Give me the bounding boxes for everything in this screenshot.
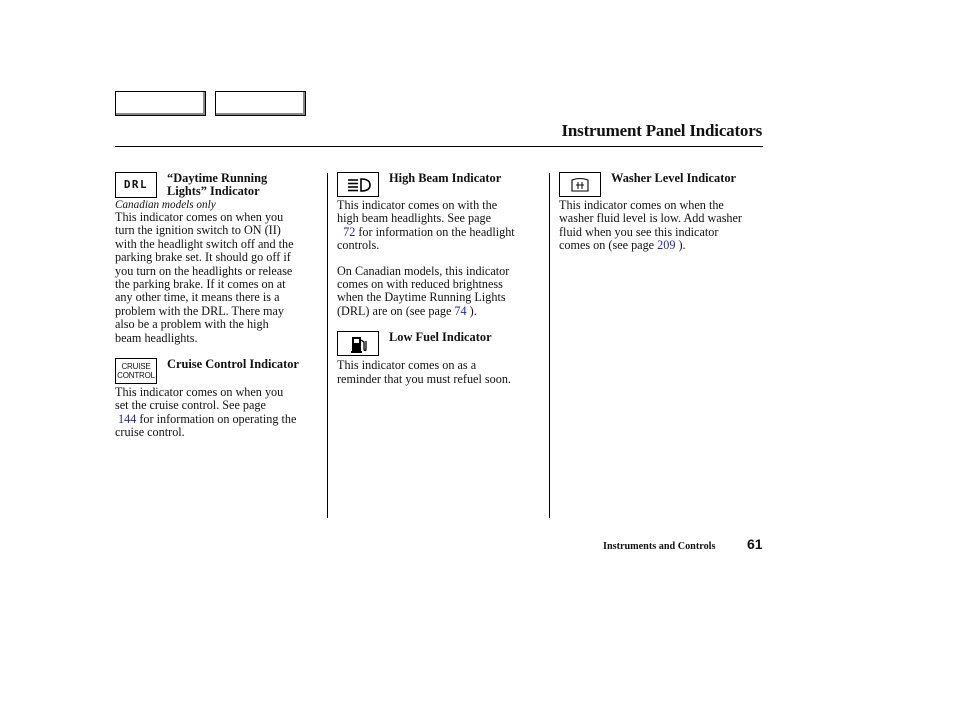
cruise-body [115, 386, 321, 440]
drl-body [115, 211, 321, 345]
footer-section-label: Instruments and Controls [603, 541, 716, 552]
drl-section [115, 172, 321, 345]
body-line [337, 226, 543, 239]
column-left [115, 172, 321, 440]
body-text: for information on operating the [136, 411, 297, 426]
drl-model-note: Canadian models only [115, 199, 216, 211]
body-line: with the headlight switch off and the [115, 236, 294, 251]
body-line: comes on with reduced brightness [337, 277, 503, 292]
high-beam-heading-text: High Beam Indicator [389, 171, 502, 185]
body-line: problem with the DRL. There may [115, 303, 285, 318]
body-line: turn the ignition switch to ON (II) [115, 223, 281, 238]
body-line [337, 305, 543, 318]
washer-body [559, 199, 765, 253]
body-line: set the cruise control. See page [115, 398, 266, 413]
body-line: beam headlights. [115, 330, 198, 345]
high-beam-body [337, 199, 543, 253]
body-line: the parking brake. If it comes on at [115, 277, 286, 292]
cruise-heading [115, 358, 321, 384]
drl-heading-text [167, 172, 267, 198]
washer-section [559, 172, 765, 253]
low-fuel-heading-text: Low Fuel Indicator [389, 330, 492, 345]
body-line: reminder that you must refuel soon. [337, 371, 511, 386]
body-line: On Canadian models, this indicator [337, 263, 510, 278]
body-line: you turn on the headlights or release [115, 263, 293, 278]
washer-heading-text: Washer Level Indicator [611, 171, 737, 185]
low-fuel-body [337, 359, 543, 386]
cruise-section [115, 358, 321, 440]
body-line [115, 413, 321, 426]
fuel-pump-icon [337, 331, 379, 356]
body-line: high beam headlights. See page [337, 211, 491, 226]
column-divider [327, 173, 328, 518]
body-line: also be a problem with the high [115, 317, 269, 332]
body-line: any other time, it means there is a [115, 290, 280, 305]
body-text: ). [466, 303, 477, 318]
body-line: when the Daytime Running Lights [337, 290, 506, 305]
body-text: comes on (see page [559, 238, 658, 253]
high-beam-heading [337, 172, 543, 197]
body-text: for information on the headlight [355, 224, 515, 239]
page-link-209[interactable]: 209 [657, 238, 676, 253]
nav-next-button[interactable] [215, 91, 306, 116]
body-line: parking brake set. It should go off if [115, 250, 291, 265]
column-divider [549, 173, 550, 518]
drl-heading-line: “Daytime Running [167, 171, 268, 185]
cruise-heading-text: Cruise Control Indicator [167, 357, 299, 372]
washer-heading [559, 172, 765, 197]
drl-heading [115, 172, 321, 198]
column-right [559, 172, 765, 253]
drl-icon-text: DRL [123, 178, 149, 192]
high-beam-icon [337, 172, 379, 197]
body-line: This indicator comes on when the [559, 198, 724, 212]
low-fuel-section [337, 331, 543, 386]
page-link-74[interactable]: 74 [454, 303, 467, 318]
high-beam-section [337, 172, 543, 318]
page-link-72[interactable]: 72 [343, 224, 356, 239]
body-line: This indicator comes on with the [337, 198, 498, 212]
nav-previous-button[interactable] [115, 91, 206, 116]
body-line: cruise control. [115, 425, 185, 440]
page-link-144[interactable]: 144 [118, 411, 137, 426]
cruise-control-icon [115, 358, 157, 384]
body-line: washer fluid level is low. Add washer [559, 211, 742, 226]
low-fuel-heading [337, 331, 543, 356]
body-line: This indicator comes on when you [115, 210, 284, 224]
title-divider [115, 146, 763, 147]
drl-heading-line: Lights” Indicator [167, 184, 260, 198]
washer-fluid-icon [559, 172, 601, 197]
cruise-icon-text: CRUISE [121, 362, 151, 372]
body-line [559, 239, 765, 252]
column-middle [337, 172, 543, 386]
body-line: This indicator comes on as a [337, 358, 477, 373]
body-line: controls. [337, 238, 380, 253]
body-text: (DRL) are on (see page [337, 303, 455, 318]
cruise-icon-text: CONTROL [117, 371, 155, 381]
high-beam-canada-body [337, 265, 543, 319]
body-line: fluid when you see this indicator [559, 224, 719, 239]
drl-icon [115, 172, 157, 198]
page-title: Instrument Panel Indicators [561, 121, 762, 140]
body-line: This indicator comes on when you [115, 385, 284, 400]
page-number: 61 [747, 536, 763, 552]
body-text: ). [675, 238, 686, 253]
